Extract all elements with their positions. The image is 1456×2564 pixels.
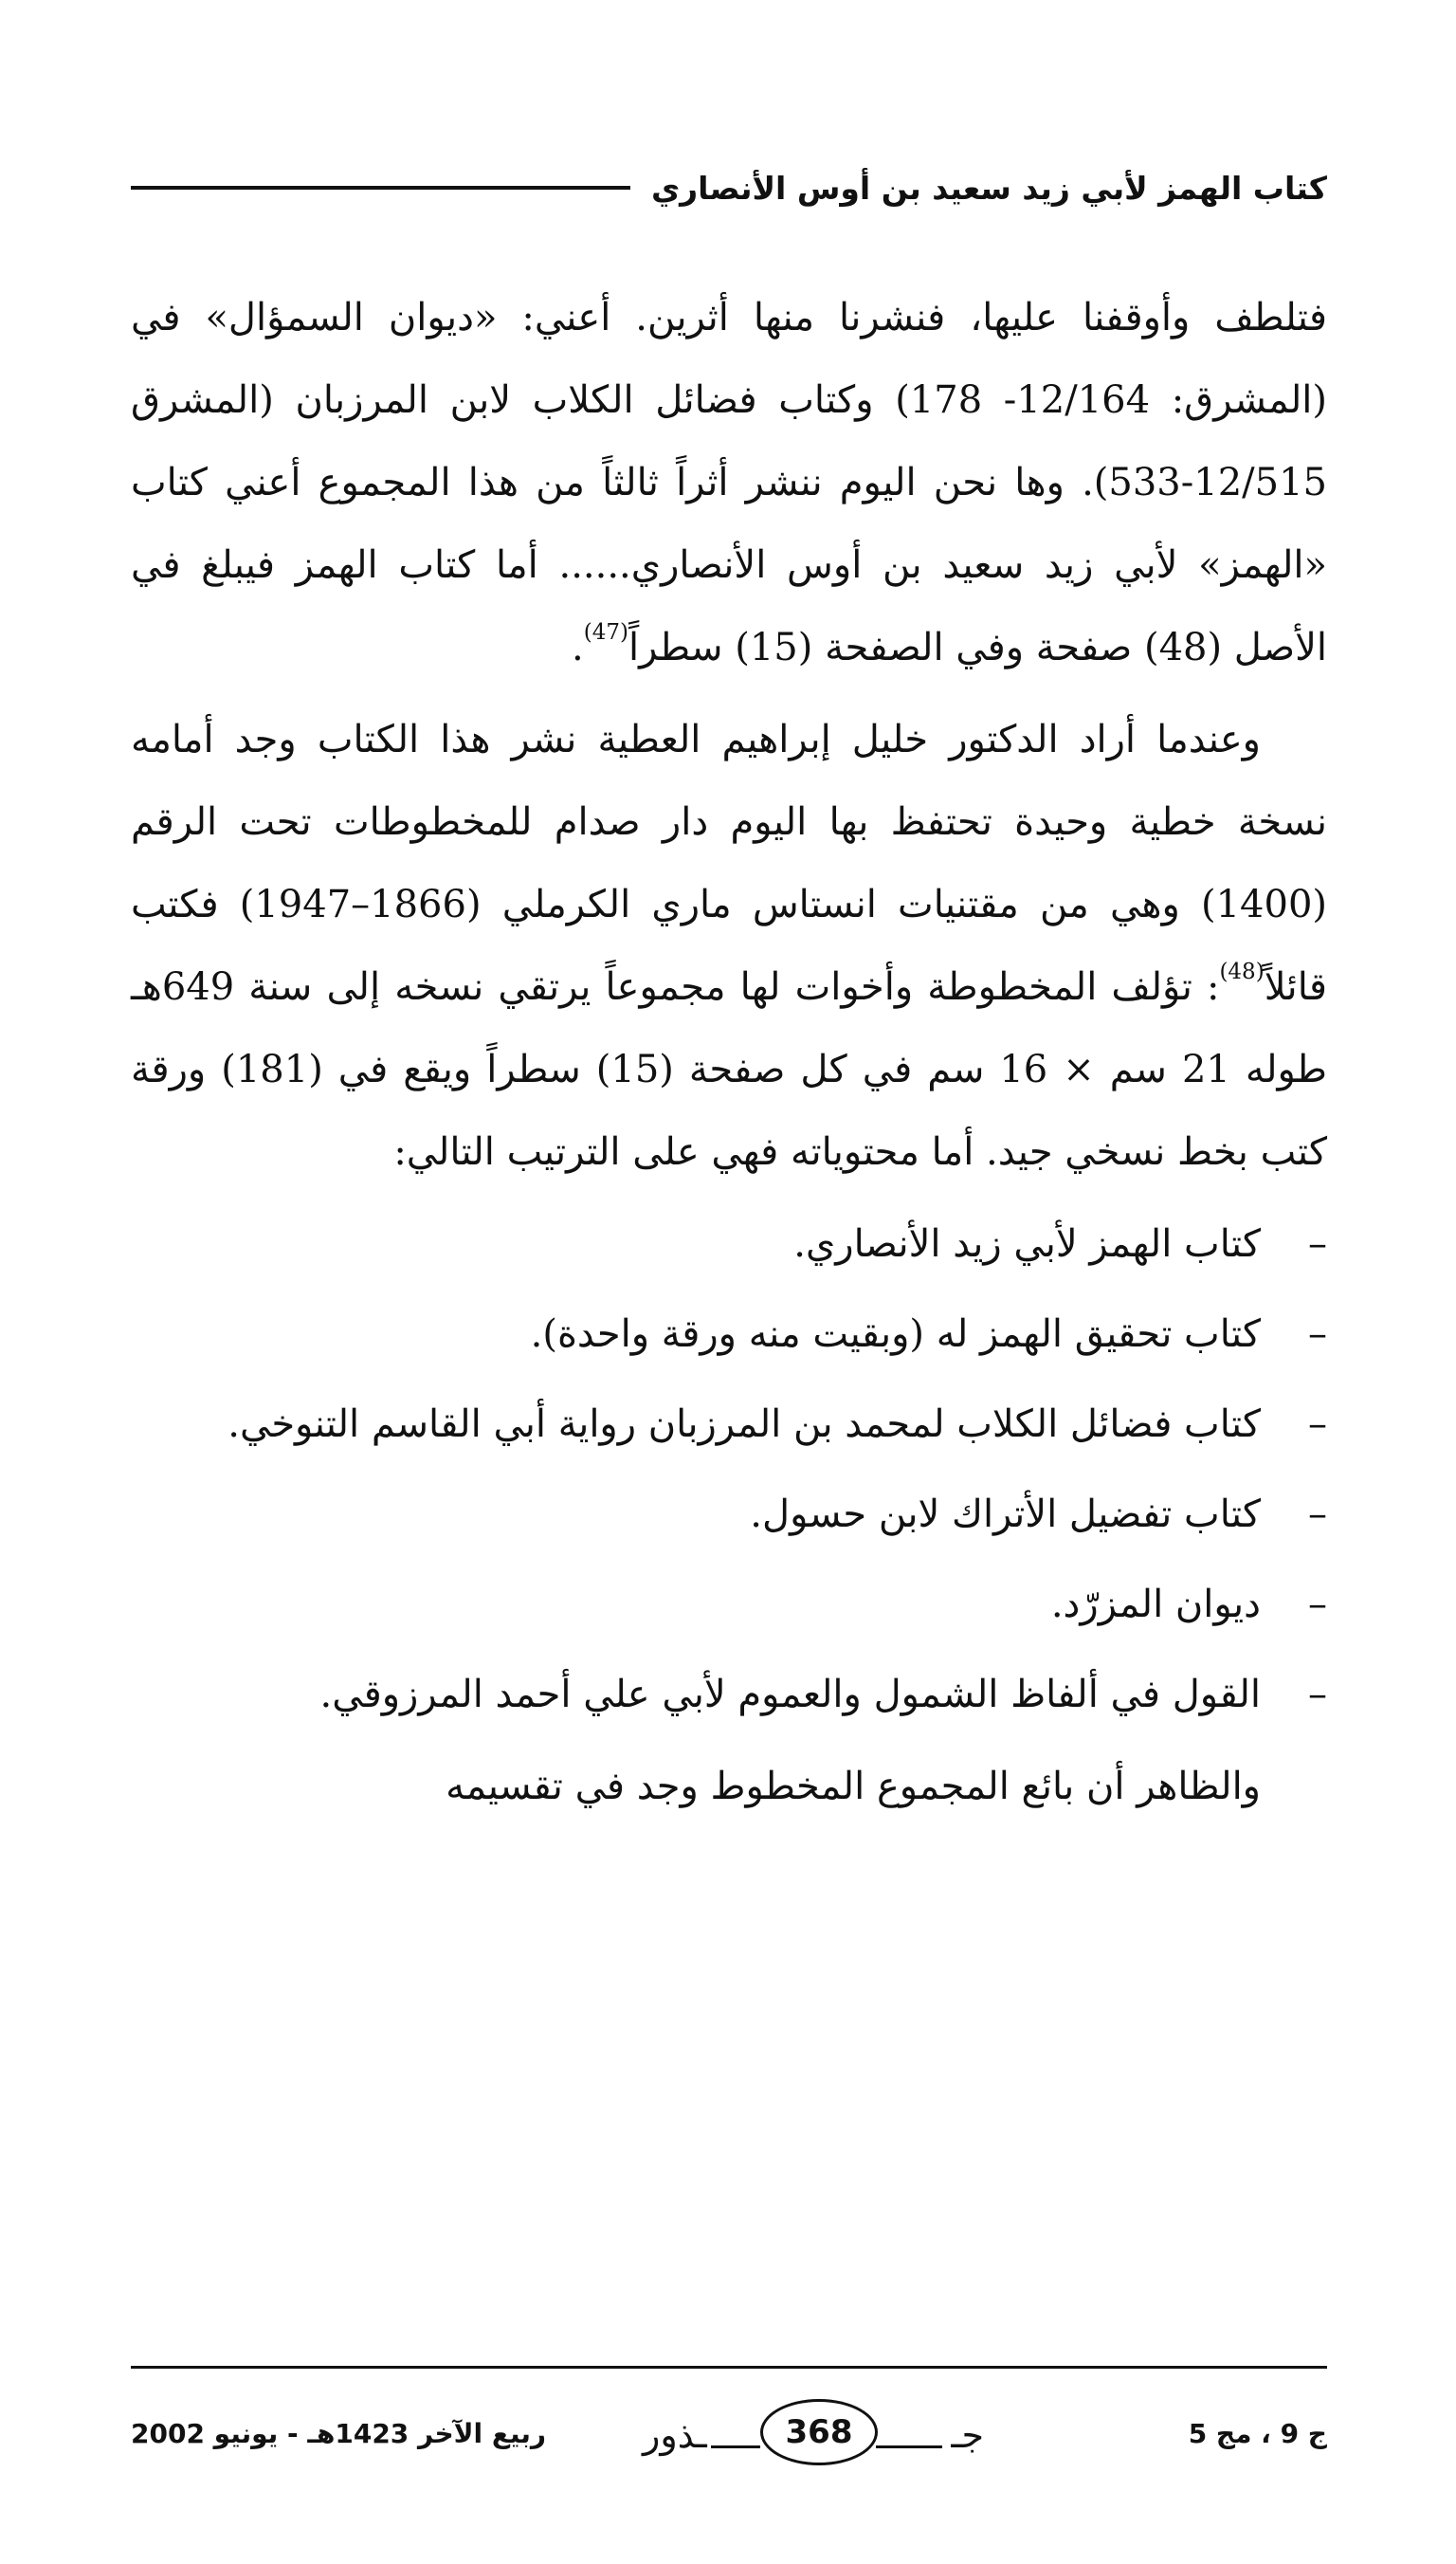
journal-stroke-right [876,2445,942,2448]
running-header [131,159,1327,216]
running-title: كتاب الهمز لأبي زيد سعيد بن أوس الأنصاري [650,169,1327,207]
page-footer [131,2388,1327,2492]
paragraph-3: والظاهر أن بائع المجموع المخطوط وجد في تقسيمه [446,1765,1261,1808]
journal-stroke-left [711,2445,760,2448]
paragraph-1-text: فتلطف وأوقفنا عليها، فنشرنا منها أثرين. أعني: «ديوان السمؤال» في (المشرق: 12/164- 178) وكتاب فضائل الكلاب لابن المرزبان (المشرق 12/515-533). وها نحن اليوم ننشر أثراً ثالثاً من هذا المجموع أعني كتاب «الهمز» لأبي زيد سعيد بن أوس الأنصاري...... أما كتاب الهمز فيبلغ في الأصل (48) صفحة وفي الصفحة (15) سطراً [131,296,1328,669]
contents-list [131,1203,1327,1736]
list-item: – كتاب فضائل الكلاب لمحمد بن المرزبان رواية أبي القاسم التنوخي. [131,1383,1327,1466]
paragraph-1-end: . [572,626,584,669]
paragraph-2-rest: : تؤلف المخطوطة وأخوات لها مجموعاً يرتقي نسخه إلى سنة 649هـ طوله 21 سم × 16 سم في كل صفحة (15) سطراً ويقع في (181) ورقة كتب بخط نسخي جيد. أما محتوياته فهي على الترتيب التالي: [131,965,1328,1174]
footer-rule [131,2366,1327,2369]
journal-name-part-b: ـذور [643,2414,707,2456]
list-item: – كتاب تفضيل الأتراك لابن حسول. [131,1474,1327,1556]
footnote-ref-47: (47) [583,620,629,645]
journal-mark [643,2393,984,2469]
body-text [131,277,1327,1838]
list-item: – كتاب الهمز لأبي زيد الأنصاري. [131,1203,1327,1286]
issue-date: ربيع الآخر 1423هـ - يونيو 2002 [131,2418,547,2449]
list-item: – ديوان المزرّد. [131,1564,1327,1646]
footnote-ref-48: (48) [1219,960,1265,984]
paragraph-1 [131,277,1327,689]
journal-name-part-a: جـ [951,2414,984,2456]
paragraph-2-text: وعندما أراد الدكتور خليل إبراهيم العطية نشر هذا الكتاب وجد أمامه نسخة خطية وحيدة تحتفظ بها اليوم دار صدام للمخطوطات تحت الرقم (1400) وهي من مقتنيات انستاس ماري الكرملي (1866–1947) فكتب قائلاً [131,718,1328,1009]
issue-info: ج 9 ، مج 5 [1188,2418,1327,2449]
header-rule [131,186,630,190]
page-number: 368 [760,2399,878,2465]
paragraph-2 [131,699,1327,1194]
list-item: – كتاب تحقيق الهمز له (وبقيت منه ورقة واحدة). [131,1293,1327,1376]
list-item: – القول في ألفاظ الشمول والعموم لأبي علي أحمد المرزوقي. [131,1654,1327,1736]
